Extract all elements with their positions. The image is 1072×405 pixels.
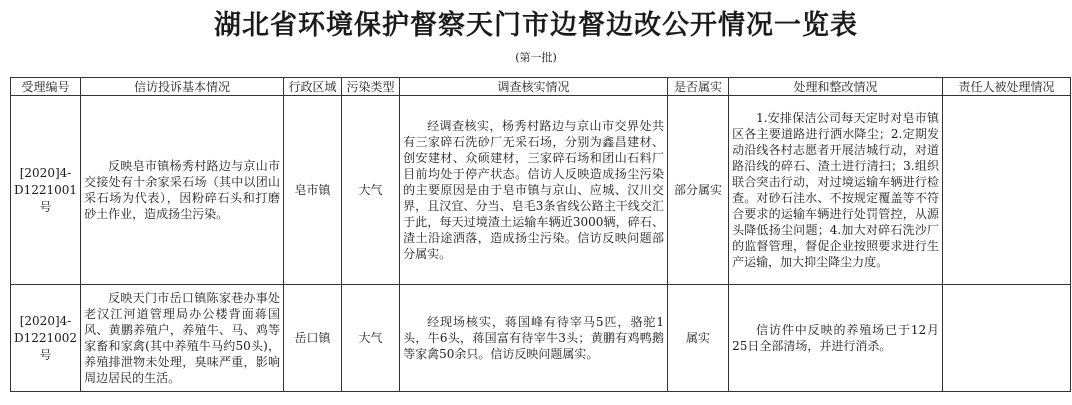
- header-id: 受理编号: [11, 78, 81, 96]
- region: 岳口镇: [284, 285, 342, 392]
- investigation-text: 经调查核实，杨秀村路边与京山市交界处共有三家碎石洗砂厂无采石场，分别为鑫昌建材、创安建材、众硕建材，三家碎石场和团山石料厂目前均处于停产状态。信访人反映造成扬尘污染的主要原因是由于皂市镇与京山、应城、汉川交界，且汉宜、分当、皂毛3条省线公路主干线交汇于此，每天过境渣土运输车辆近3000辆，碎石、渣土沿途洒落，造成扬尘污染。信访反映问题部分属实。: [400, 96, 668, 285]
- case-id: [2020]4-D1221001号: [11, 96, 81, 285]
- header-pollution: 污染类型: [342, 78, 400, 96]
- region: 皂市镇: [284, 96, 342, 285]
- header-accountability: 责任人被处理情况: [943, 78, 1071, 96]
- case-id: [2020]4-D1221002号: [11, 285, 81, 392]
- pollution-type: 大气: [342, 96, 400, 285]
- header-handling: 处理和整改情况: [729, 78, 943, 96]
- complaint-text: 反映天门市岳口镇陈家巷办事处老汉江河道管理局办公楼背面蒋国风、黄鹏养殖户，养殖牛、马、鸡等家畜和家禽(其中养殖牛马约50头)，养殖排泄物未处理，臭味严重，影响周边居民的生活。: [81, 285, 284, 392]
- header-region: 行政区域: [284, 78, 342, 96]
- document-title: 湖北省环境保护督察天门市边督边改公开情况一览表: [214, 10, 858, 41]
- verified-status: 部分属实: [668, 96, 729, 285]
- table-row: [11, 96, 1071, 285]
- handling-text: 信访件中反映的养殖场已于12月25日全部清场，并进行消杀。: [729, 285, 943, 392]
- batch-subtitle: (第一批): [515, 51, 557, 64]
- disclosure-table: [10, 77, 1071, 392]
- table-row: [11, 285, 1071, 392]
- header-row: [11, 78, 1071, 96]
- pollution-type: 大气: [342, 285, 400, 392]
- header-investigation: 调查核实情况: [400, 78, 668, 96]
- investigation-text: 经现场核实，蒋国峰有待宰马5匹，骆驼1头，牛6头，蒋国富有待宰牛3头；黄鹏有鸡鸭鹅等家禽50余只。信访反映问题属实。: [400, 285, 668, 392]
- complaint-text: 反映皂市镇杨秀村路边与京山市交接处有十余家采石场（其中以团山采石场为代表），因粉碎石头和打磨砂土作业，造成扬尘污染。: [81, 96, 284, 285]
- verified-status: 属实: [668, 285, 729, 392]
- header-complaint: 信访投诉基本情况: [81, 78, 284, 96]
- handling-text: 1.安排保洁公司每天定时对皂市镇区各主要道路进行洒水降尘；2.定期发动沿线各村志愿者开展洁城行动，对道路沿线的碎石、渣土进行清扫；3.组织联合突击行动，对过境运输车辆进行检查。对砂石洼水、不按规定覆盖等不符合要求的运输车辆进行处罚管控，从源头降低扬尘问题；4.加大对碎石洗沙厂的监督管理，督促企业按照要求进行生产运输，加大抑尘降尘力度。: [729, 96, 943, 285]
- header-verified: 是否属实: [668, 78, 729, 96]
- accountability-text: [943, 285, 1071, 392]
- accountability-text: [943, 96, 1071, 285]
